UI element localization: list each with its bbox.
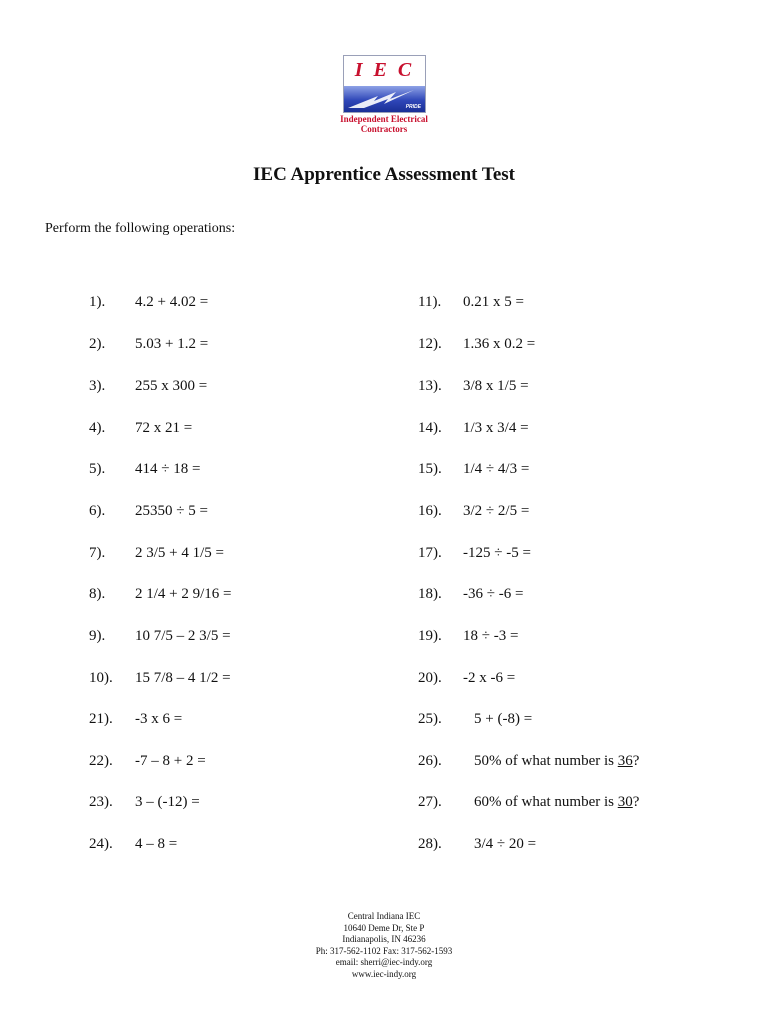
problem-expression: 3/2 ÷ 2/5 = bbox=[463, 503, 530, 519]
org-name-line: Contractors bbox=[360, 124, 408, 134]
problem-expression: -7 – 8 + 2 = bbox=[135, 753, 206, 769]
problem-number: 19). bbox=[418, 628, 442, 644]
problem-number: 24). bbox=[89, 836, 113, 852]
problem-expression: 3/8 x 1/5 = bbox=[463, 378, 529, 394]
problem-number: 6). bbox=[89, 503, 106, 519]
org-name-line: Independent Electrical bbox=[340, 114, 428, 124]
footer-line: email: sherri@iec-indy.org bbox=[335, 957, 433, 967]
problem-number: 27). bbox=[418, 794, 442, 810]
footer-line: Central Indiana IEC bbox=[347, 911, 421, 921]
footer-line: Indianapolis, IN 46236 bbox=[342, 934, 426, 944]
problem-number: 15). bbox=[418, 461, 442, 477]
problem-expression: 2 3/5 + 4 1/5 = bbox=[135, 545, 225, 561]
problem-expression: 4.2 + 4.02 = bbox=[135, 294, 209, 310]
page-title: IEC Apprentice Assessment Test bbox=[253, 164, 515, 185]
problem-expression: 5.03 + 1.2 = bbox=[135, 336, 209, 352]
problem-expression: 414 ÷ 18 = bbox=[135, 461, 201, 477]
problem-number: 9). bbox=[89, 628, 106, 644]
underlined-number: 30 bbox=[617, 794, 633, 810]
problem-expression: 15 7/8 – 4 1/2 = bbox=[135, 670, 231, 686]
footer-line: www.iec-indy.org bbox=[351, 968, 417, 979]
problem-expression: 5 + (-8) = bbox=[474, 711, 533, 727]
problem-expression: -3 x 6 = bbox=[135, 711, 183, 727]
underlined-number: 36 bbox=[617, 753, 633, 769]
problem-number: 18). bbox=[418, 586, 442, 602]
problem-expression: -125 ÷ -5 = bbox=[463, 545, 531, 561]
footer-line: 10640 Deme Dr, Ste P bbox=[343, 922, 425, 933]
problem-expression: -36 ÷ -6 = bbox=[463, 586, 524, 602]
problem-number: 7). bbox=[89, 545, 106, 561]
problem-expression: 4 – 8 = bbox=[135, 836, 178, 852]
problem-expression: 1.36 x 0.2 = bbox=[463, 336, 536, 352]
problem-number: 4). bbox=[89, 420, 106, 436]
problem-expression: 3 – (-12) = bbox=[135, 794, 200, 810]
footer-line: Ph: 317-562-1102 Fax: 317-562-1593 bbox=[315, 945, 453, 956]
problem-expression: 18 ÷ -3 = bbox=[463, 628, 519, 644]
problem-number: 10). bbox=[89, 670, 113, 686]
problem-number: 2). bbox=[89, 336, 106, 352]
problem-number: 20). bbox=[418, 670, 442, 686]
logo-letters: I E C bbox=[354, 59, 415, 81]
problem-number: 26). bbox=[418, 753, 442, 769]
problem-number: 13). bbox=[418, 378, 442, 394]
problem-expression: 25350 ÷ 5 = bbox=[135, 503, 208, 519]
problem-expression: 2 1/4 + 2 9/16 = bbox=[135, 586, 232, 602]
problem-number: 3). bbox=[89, 378, 106, 394]
problem-number: 17). bbox=[418, 545, 442, 561]
problem-expression: -2 x -6 = bbox=[463, 670, 516, 686]
instructions: Perform the following operations: bbox=[45, 221, 236, 236]
problem-expression: 0.21 x 5 = bbox=[463, 294, 524, 310]
problem-expression: 72 x 21 = bbox=[135, 420, 193, 436]
problem-number: 11). bbox=[418, 294, 442, 310]
problem-expression: 50% of what number is 36? bbox=[474, 753, 640, 769]
logo-tagline: PRIDE bbox=[405, 104, 421, 110]
problem-number: 12). bbox=[418, 336, 442, 352]
problem-expression: 1/4 ÷ 4/3 = bbox=[463, 461, 530, 477]
problem-number: 23). bbox=[89, 794, 113, 810]
problem-number: 25). bbox=[418, 711, 442, 727]
problem-number: 1). bbox=[89, 294, 106, 310]
problem-number: 22). bbox=[89, 753, 113, 769]
problem-number: 21). bbox=[89, 711, 113, 727]
problem-expression: 10 7/5 – 2 3/5 = bbox=[135, 628, 231, 644]
problem-number: 5). bbox=[89, 461, 106, 477]
problem-expression: 255 x 300 = bbox=[135, 378, 208, 394]
problem-expression: 3/4 ÷ 20 = bbox=[474, 836, 537, 852]
problem-expression: 60% of what number is 30? bbox=[474, 794, 640, 810]
problem-expression: 1/3 x 3/4 = bbox=[463, 420, 529, 436]
problem-number: 28). bbox=[418, 836, 442, 852]
problem-number: 16). bbox=[418, 503, 442, 519]
footer-contact bbox=[0, 911, 768, 980]
problem-number: 8). bbox=[89, 586, 106, 602]
problem-number: 14). bbox=[418, 420, 442, 436]
